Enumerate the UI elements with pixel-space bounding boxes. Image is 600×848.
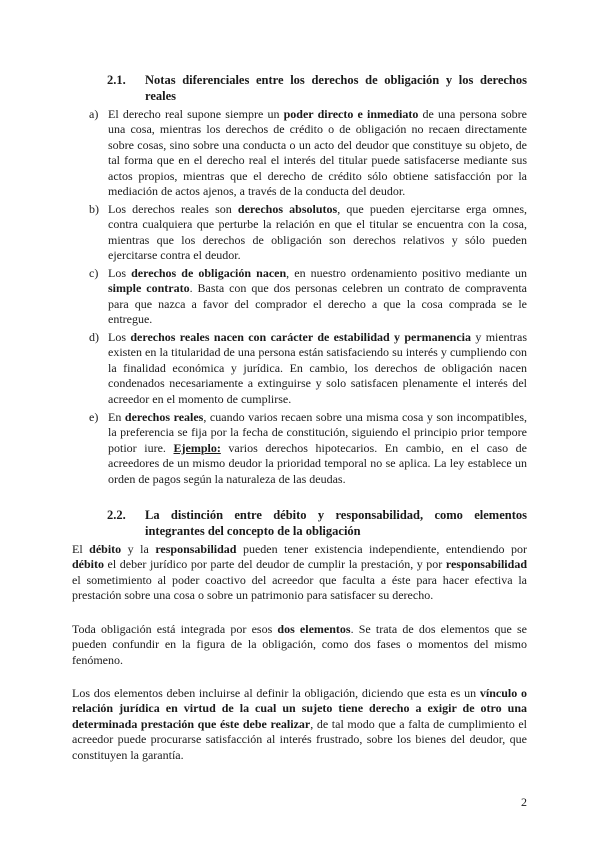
list-item-d [89,330,527,407]
section-heading-2-1 [107,72,527,104]
list-marker: a) [89,107,99,121]
section-title: Notas diferenciales entre los derechos de obligación y los derechos reales [145,73,527,103]
list-item-c [89,266,527,328]
section-number: 2.2. [107,508,126,522]
list-item-text: Los derechos de obligación nacen, en nuestro ordenamiento positivo mediante un simple contrato. Basta con que dos personas celebren un contrato de compraventa para que nazca a favor del comprador el derecho a que la cosa comprada se le entregue. [108,266,527,327]
list-marker: b) [89,202,99,216]
list-item-text: El derecho real supone siempre un poder directo e inmediato de una persona sobre una cosa, mientras los derechos de crédito o de obligación no recaen directamente sobre cosas, sino sobre una conducta o un acto del deudor que constituye su objeto, de tal forma que en el derecho real el interés del titular puede satisfacerse mediante sus actos propios, mientras que el derecho de crédito sólo obtiene satisfacción por la mediación de actos ajenos, a través de la conducta del deudor. [108,107,527,199]
page-number: 2 [521,795,527,809]
section-title: La distinción entre débito y responsabilidad, como elementos integrantes del concepto de la obligación [145,508,527,538]
list-item-a [89,107,527,199]
section-heading-2-2 [107,507,527,539]
list-item-text: Los derechos reales son derechos absolutos, que pueden ejercitarse erga omnes, contra cualquiera que perturbe la relación en que el titular se encuentra con la cosa, mientras que los derechos de obligación son derechos relativos y sólo pueden ejercitarse contra el deudor. [108,202,527,263]
list-item-e [89,410,527,487]
list-item-text: En derechos reales, cuando varios recaen sobre una misma cosa y son incompatibles, la preferencia se fija por la fecha de constitución, siguiendo el principio prior tempore potior iure. Ejemplo: varios derechos hipotecarios. En cambio, en el caso de acreedores de un mismo deudor la prioridad temporal no se aplica. La ley establece un orden de pagos según la naturaleza de las deudas. [108,410,527,486]
paragraph-dos-elementos: Toda obligación está integrada por esos dos elementos. Se trata de dos elementos que se pueden confundir en la figura de la obligación, como dos fases o momentos del mismo fenómeno. [72,622,527,667]
list-item-b [89,202,527,264]
list-marker: d) [89,330,99,344]
paragraph-definicion-obligacion: Los dos elementos deben incluirse al definir la obligación, diciendo que esta es un vínculo o relación jurídica en virtud de la cual un sujeto tiene derecho a exigir de otro una determinada prestación que éste debe realizar, de tal modo que a falta de cumplimiento el acreedor puede procurarse satisfacción al interés frustrado, sobre los bienes del deudor, que constituyen la garantía. [72,686,528,762]
list-item-text: Los derechos reales nacen con carácter de estabilidad y permanencia y mientras existen en la titularidad de una persona están satisfaciendo su interés y cumpliendo con la finalidad económica y jurídica. En cambio, los derechos de obligación nacen condenados necesariamente a extinguirse y solo satisfacen plenamente el interés del acreedor en el momento de cumplirse. [108,330,528,406]
example-label: Ejemplo: [173,440,221,455]
section-number: 2.1. [107,73,126,87]
list-marker: c) [89,266,99,280]
paragraph-debito-responsabilidad: El débito y la responsabilidad pueden tener existencia independiente, entendiendo por débito el deber jurídico por parte del deudor de cumplir la prestación, y por responsabilidad el sometimiento al poder coactivo del acreedor que faculta a éste para hacer efectiva la prestación sobre una cosa o sobre un patrimonio para satisfacer su derecho. [72,542,527,603]
list-marker: e) [89,410,99,424]
